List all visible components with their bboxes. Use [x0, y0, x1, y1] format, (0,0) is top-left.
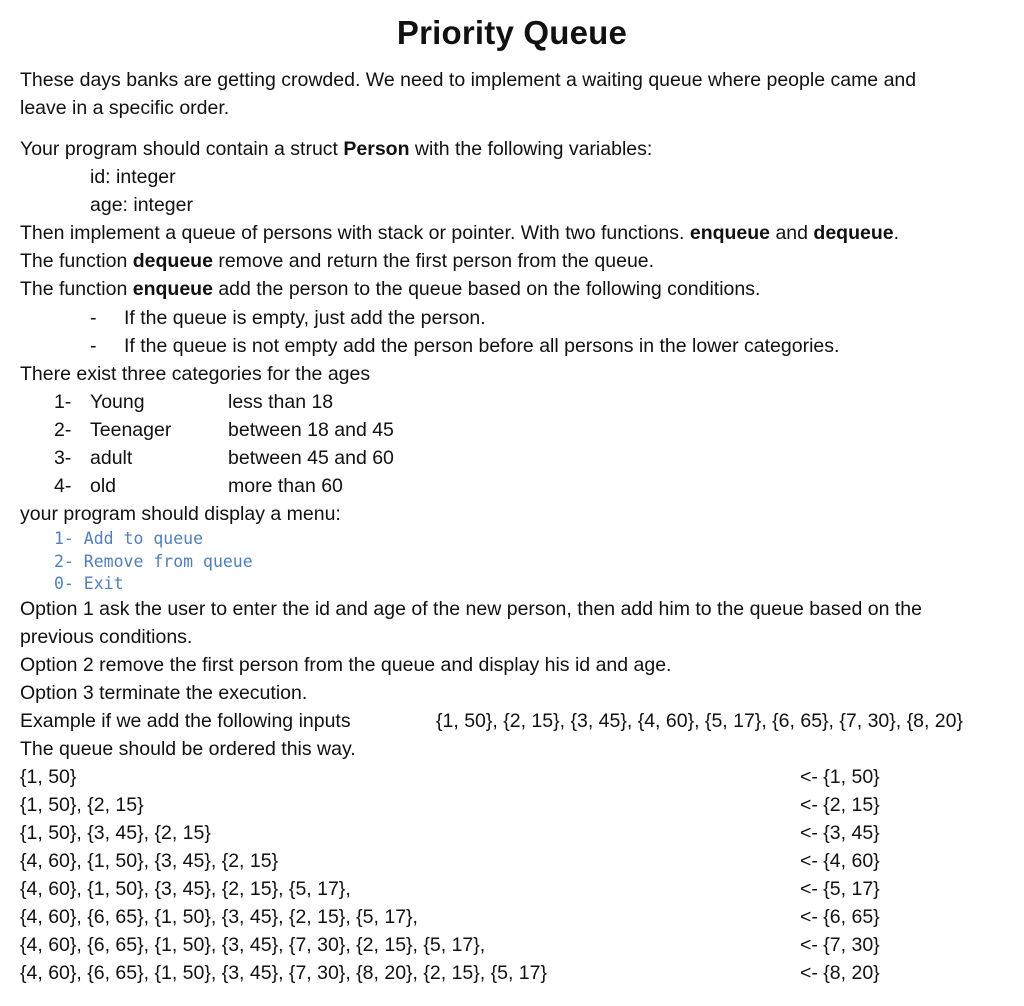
queue-row: {1, 50}	[20, 766, 77, 788]
enqueue-line	[20, 275, 760, 303]
queue-row-added: <- {2, 15}	[800, 794, 880, 816]
intro-line-1: These days banks are getting crowded. We need to implement a waiting queue where people came and	[20, 69, 917, 91]
struct-suffix: with the following variables:	[409, 138, 653, 160]
impl-prefix: Then implement a queue of persons with stack or pointer. With two functions.	[20, 222, 690, 244]
menu-item-remove: 2- Remove from queue	[54, 552, 253, 571]
menu-item-add: 1- Add to queue	[54, 529, 204, 548]
queue-row-added: <- {7, 30}	[800, 934, 880, 956]
impl-enqueue: enqueue	[689, 222, 771, 244]
queue-row-added: <- {1, 50}	[800, 766, 880, 788]
condition-dash-1: -	[90, 307, 97, 329]
struct-prefix: Your program should contain a struct	[20, 138, 344, 160]
menu-intro: your program should display a menu:	[20, 503, 341, 525]
dequeue-suffix: remove and return the first person from the queue.	[212, 250, 655, 272]
category-name: adult	[90, 447, 133, 469]
queue-row: {1, 50}, {2, 15}	[20, 794, 144, 816]
order-intro: The queue should be ordered this way.	[20, 738, 356, 760]
category-num: 4-	[54, 475, 72, 497]
option-line-4: Option 3 terminate the execution.	[20, 682, 308, 704]
example-label: Example if we add the following inputs	[20, 710, 351, 732]
category-desc: more than 60	[228, 475, 343, 497]
dequeue-prefix: The function	[20, 250, 133, 272]
impl-end: .	[893, 222, 900, 244]
enqueue-suffix: add the person to the queue based on the following conditions.	[212, 278, 761, 300]
category-row	[54, 472, 654, 500]
category-desc: between 18 and 45	[228, 419, 394, 441]
queue-row: {4, 60}, {6, 65}, {1, 50}, {3, 45}, {7, 30}, {8, 20}, {2, 15}, {5, 17}	[20, 962, 548, 984]
category-name: Teenager	[90, 419, 172, 441]
queue-row-added: <- {5, 17}	[800, 878, 880, 900]
category-name: old	[90, 475, 117, 497]
intro-line-2: leave in a specific order.	[20, 97, 230, 119]
impl-line	[20, 219, 899, 247]
queue-row-added: <- {4, 60}	[800, 850, 880, 872]
queue-row: {4, 60}, {6, 65}, {1, 50}, {3, 45}, {2, 15}, {5, 17},	[20, 906, 418, 928]
menu-item-exit: 0- Exit	[54, 574, 124, 593]
queue-row-added: <- {8, 20}	[800, 962, 880, 984]
queue-row-added: <- {6, 65}	[800, 906, 880, 928]
category-desc: between 45 and 60	[228, 447, 394, 469]
option-line-3: Option 2 remove the first person from the queue and display his id and age.	[20, 654, 672, 676]
queue-row: {4, 60}, {1, 50}, {3, 45}, {2, 15}	[20, 850, 279, 872]
struct-name: Person	[343, 138, 410, 160]
queue-row-added: <- {3, 45}	[800, 822, 880, 844]
dequeue-line	[20, 247, 654, 275]
category-num: 3-	[54, 447, 72, 469]
struct-line	[20, 135, 652, 163]
struct-var-id: id: integer	[90, 166, 176, 188]
category-row	[54, 388, 654, 416]
queue-row: {1, 50}, {3, 45}, {2, 15}	[20, 822, 211, 844]
enqueue-prefix: The function	[20, 278, 133, 300]
impl-dequeue: dequeue	[813, 222, 894, 244]
category-num: 2-	[54, 419, 72, 441]
option-line-2: previous conditions.	[20, 626, 193, 648]
example-inputs: {1, 50}, {2, 15}, {3, 45}, {4, 60}, {5, 17}, {6, 65}, {7, 30}, {8, 20}	[436, 710, 964, 732]
dequeue-name: dequeue	[132, 250, 213, 272]
impl-and: and	[770, 222, 814, 244]
category-row	[54, 444, 654, 472]
option-line-1: Option 1 ask the user to enter the id and age of the new person, then add him to the queue based on the	[20, 598, 922, 620]
category-row	[54, 416, 654, 444]
document-title: Priority Queue	[396, 14, 628, 51]
category-desc: less than 18	[228, 391, 334, 413]
condition-dash-2: -	[90, 335, 97, 357]
enqueue-name: enqueue	[132, 278, 213, 300]
category-name: Young	[90, 391, 145, 413]
categories-intro: There exist three categories for the ages	[20, 363, 371, 385]
condition-text-2: If the queue is not empty add the person before all persons in the lower categories.	[124, 335, 840, 357]
queue-row: {4, 60}, {6, 65}, {1, 50}, {3, 45}, {7, 30}, {2, 15}, {5, 17},	[20, 934, 486, 956]
category-num: 1-	[54, 391, 72, 413]
queue-row: {4, 60}, {1, 50}, {3, 45}, {2, 15}, {5, 17},	[20, 878, 351, 900]
condition-text-1: If the queue is empty, just add the person.	[124, 307, 486, 329]
struct-var-age: age: integer	[90, 194, 193, 216]
